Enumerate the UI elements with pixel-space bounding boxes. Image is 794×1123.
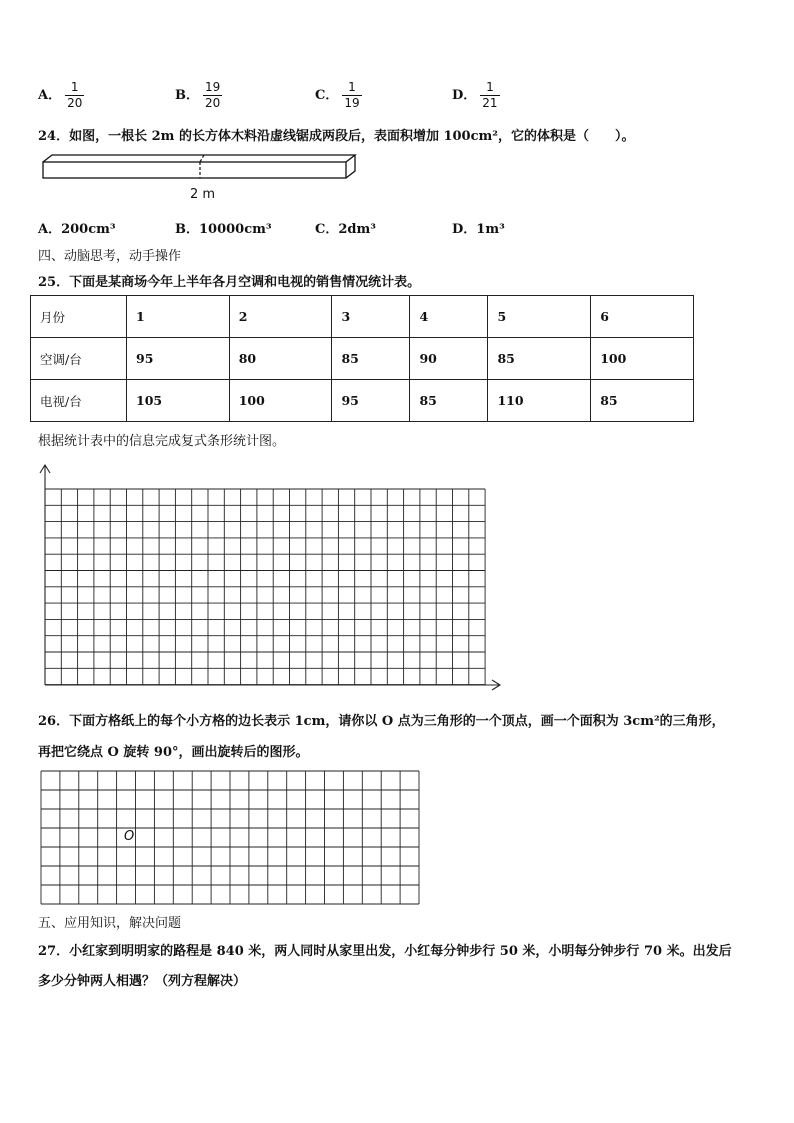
q25-instruction: 根据统计表中的信息完成复式条形统计图。 [38,434,286,449]
fraction: $\frac{19}{20}$ [205,80,221,110]
table-cell: 80 [229,338,332,380]
table-row [31,380,694,422]
q23-option-c[interactable]: C． $\frac{1}{19}$ [315,80,360,110]
q24-option-c[interactable]: C．2dm³ [315,222,376,237]
table-cell: 90 [410,338,488,380]
table-cell: 85 [410,380,488,422]
q24-text: 24．如图，一根长 2m 的长方体木料沿虚线锯成两段后，表面积增加 100cm²，它的体积是（ ）。 [38,129,635,144]
table-cell: 105 [127,380,230,422]
table-cell: 月份 [31,296,127,338]
q24-option-a[interactable]: A．200cm³ [38,222,116,237]
table-cell: 95 [332,380,410,422]
table-row [31,338,694,380]
section-4-heading: 四、动脑思考，动手操作 [38,249,182,264]
q24-option-d[interactable]: D．1m³ [452,222,505,237]
table-cell: 85 [488,338,591,380]
q23-option-a[interactable]: A． $\frac{1}{20}$ [38,80,83,110]
chart-grid-lines [45,489,485,685]
q26-line1: 26．下面方格纸上的每个小方格的边长表示 1cm，请你以 O 点为三角形的一个顶点，画一个面积为 3cm²的三角形， [38,714,725,729]
fraction: $\frac{1}{21}$ [482,80,498,110]
table-cell: 3 [332,296,410,338]
q26-grid-lines [41,771,419,904]
table-cell: 95 [127,338,230,380]
point-o-label: O [124,829,135,844]
bar-chart-grid[interactable] [30,460,510,695]
beam-figure [43,155,355,178]
table-cell: 110 [488,380,591,422]
x-axis-arrow [45,680,500,690]
table-cell: 85 [332,338,410,380]
table-cell: 2 [229,296,332,338]
section-5-heading: 五、应用知识，解决问题 [38,916,182,931]
table-cell: 电视/台 [31,380,127,422]
q27-line2: 多少分钟两人相遇？（列方程解决） [38,974,247,989]
table-cell: 85 [591,380,694,422]
q24-figure [38,150,368,206]
table-cell: 空调/台 [31,338,127,380]
q25-text: 25．下面是某商场今年上半年各月空调和电视的销售情况统计表。 [38,275,421,290]
table-row [31,296,694,338]
fraction: $\frac{1}{20}$ [67,80,83,110]
cut-dashed-line [200,155,204,178]
fraction: $\frac{1}{19}$ [344,80,360,110]
table-cell: 100 [229,380,332,422]
table-cell: 100 [591,338,694,380]
sales-table [30,295,694,422]
table-cell: 1 [127,296,230,338]
table-cell: 6 [591,296,694,338]
table-cell: 4 [410,296,488,338]
q23-option-d[interactable]: D． $\frac{1}{21}$ [452,80,498,110]
q27-line1: 27．小红家到明明家的路程是 840 米，两人同时从家里出发，小红每分钟步行 50 米，小明每分钟步行 70 米。出发后 [38,944,732,959]
table-cell: 5 [488,296,591,338]
q24-option-b[interactable]: B．10000cm³ [175,222,272,237]
q26-grid-paper[interactable] [38,768,422,908]
q23-option-b[interactable]: B． $\frac{19}{20}$ [175,80,221,110]
q26-line2: 再把它绕点 O 旋转 90°，画出旋转后的图形。 [38,745,309,760]
beam-length-label: 2 m [190,187,216,202]
